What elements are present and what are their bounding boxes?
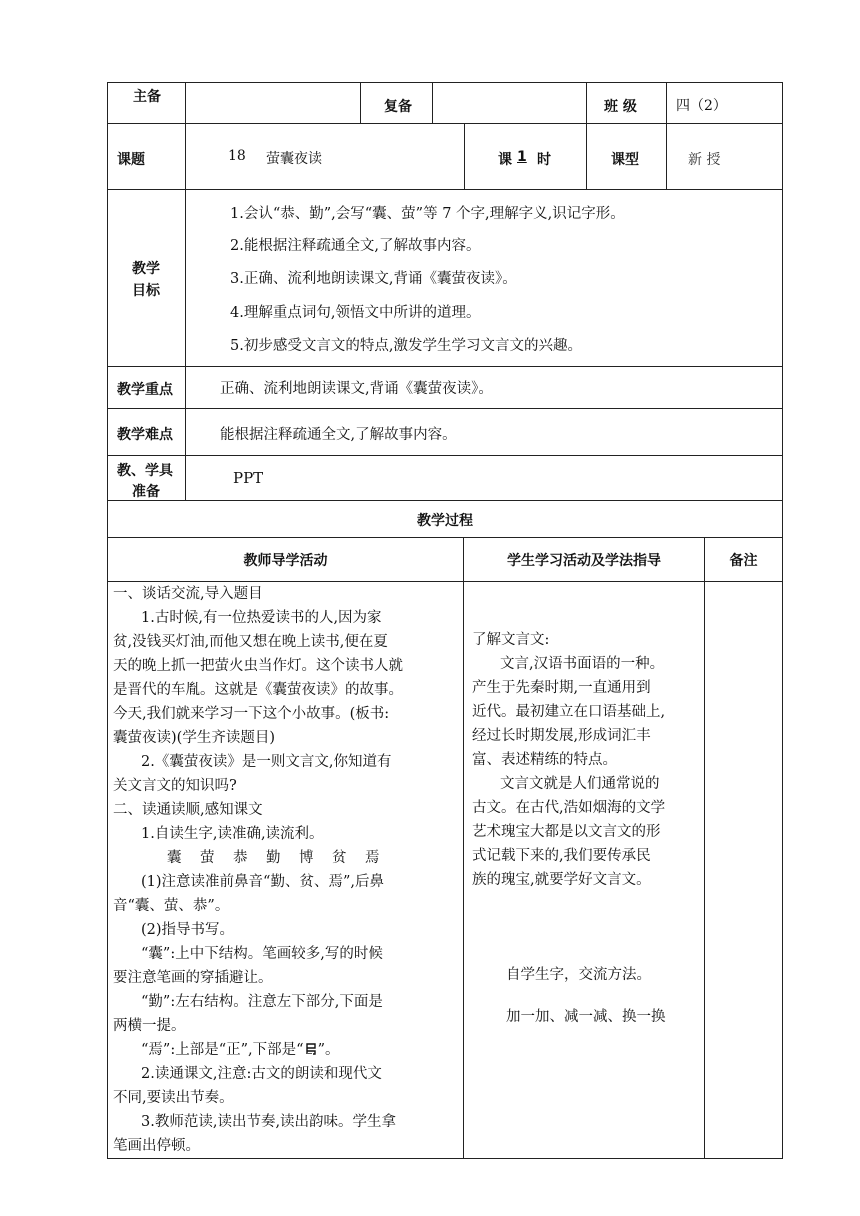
process-heading: 教学过程 <box>417 513 473 529</box>
student-line: 近代。最初建立在口语基础上, <box>472 704 666 720</box>
keshi-prefix: 课 <box>498 152 512 168</box>
teacher-line: 2.读通课文,注意:古文的朗读和现代文 <box>141 1066 382 1082</box>
student-line: 族的瑰宝,就要学好文言文。 <box>472 872 651 888</box>
tools-value: PPT <box>233 469 264 487</box>
student-line: 了解文言文: <box>472 632 550 648</box>
notes-cell <box>704 581 783 1159</box>
teacher-line: 1.自读生字,读准确,读流利。 <box>141 826 324 842</box>
zhubei-label: 主备 <box>133 89 161 105</box>
kexing-value: 新 授 <box>688 152 721 168</box>
student-line: 富、表述精练的特点。 <box>472 752 617 768</box>
student-line: 式记载下来的,我们要传承民 <box>472 848 651 864</box>
cell-keti-value <box>185 123 465 190</box>
teacher-line: 是晋代的车胤。这就是《囊萤夜读》的故事。 <box>113 682 403 698</box>
cell-objectives-label <box>107 189 186 367</box>
teacher-line: 笔画出停顿。 <box>113 1138 200 1154</box>
teacher-line: 不同,要读出节奏。 <box>113 1090 234 1106</box>
difficulty-label: 教学难点 <box>117 427 173 443</box>
new-characters: 囊 萤 恭 勤 博 贫 焉 <box>167 850 382 866</box>
col-notes-header: 备注 <box>729 553 758 569</box>
student-activity-text <box>472 628 702 892</box>
teacher-line: 关文言文的知识吗? <box>113 778 237 794</box>
cell-zhubei-value <box>185 82 361 124</box>
objective-item: 2.能根据注释疏通全文,了解故事内容。 <box>230 238 481 254</box>
teacher-line: 3.教师范读,读出节奏,读出韵味。学生拿 <box>141 1114 397 1130</box>
tools-label-2: 准备 <box>132 484 160 500</box>
student-line: 产生于先秦时期,一直通用到 <box>472 680 651 696</box>
keshi-suffix: 时 <box>537 152 551 168</box>
objective-item: 4.理解重点词句,领悟文中所讲的道理。 <box>230 305 481 321</box>
banji-label: 班 级 <box>604 99 637 115</box>
student-line: 经过长时期发展,形成词汇丰 <box>472 728 651 744</box>
teacher-line: 1.古时候,有一位热爱读书的人,因为家 <box>141 610 382 626</box>
teacher-line: 贫,没钱买灯油,而他又想在晚上读书,便在夏 <box>113 634 388 650</box>
cell-tools-value <box>185 455 783 501</box>
teacher-line: 音“囊、萤、恭”。 <box>113 898 230 914</box>
student-method-1: 自学生字，交流方法。 <box>506 967 651 983</box>
teacher-line: (2)指导书写。 <box>141 922 235 938</box>
lesson-title: 萤囊夜读 <box>266 151 322 167</box>
section-heading: 二、读通读顺,感知课文 <box>113 802 263 818</box>
teacher-line: “勤”:左右结构。注意左下部分,下面是 <box>141 994 383 1010</box>
teacher-line: ”。 <box>317 1042 340 1058</box>
section-heading: 一、谈话交流,导入题目 <box>113 586 263 602</box>
banji-value: 四（2） <box>676 98 727 114</box>
student-line: 文言文就是人们通常说的 <box>500 776 660 792</box>
teacher-line: 要注意笔画的穿插避让。 <box>113 970 273 986</box>
tools-label-1: 教、学具 <box>117 463 173 479</box>
student-line: 文言,汉语书面语的一种。 <box>500 656 665 672</box>
teacher-line: 天的晚上抓一把萤火虫当作灯。这个读书人就 <box>113 658 403 674</box>
yan-component-glyph <box>304 1040 318 1054</box>
student-line: 艺术瑰宝大都是以文言文的形 <box>472 824 661 840</box>
key-point-label: 教学重点 <box>117 382 173 398</box>
objective-item: 5.初步感受文言文的特点,激发学生学习文言文的兴趣。 <box>230 338 582 354</box>
col-teacher-header: 教师导学活动 <box>243 553 328 569</box>
fubei-label: 复备 <box>384 99 412 115</box>
cell-fubei-value <box>432 82 587 124</box>
teacher-line: “囊”:上中下结构。笔画较多,写的时候 <box>141 946 383 962</box>
kexing-label: 课型 <box>611 152 639 168</box>
lesson-number: 18 <box>228 148 246 164</box>
teacher-activity-text <box>113 582 463 1158</box>
teacher-line: 2.《囊萤夜读》是一则文言文,你知道有 <box>141 754 392 770</box>
cell-kexing-value <box>666 123 783 190</box>
objective-item: 1.会认“恭、勤”,会写“囊、萤”等 7 个字,理解字义,识记字形。 <box>230 206 625 222</box>
keti-label: 课题 <box>117 152 145 168</box>
objectives-label-2: 目标 <box>132 283 160 299</box>
objectives-label-1: 教学 <box>132 261 160 277</box>
teacher-line: (1)注意读准前鼻音“勤、贫、焉”,后鼻 <box>141 874 384 890</box>
col-student-header: 学生学习活动及学法指导 <box>507 553 661 569</box>
student-line: 古文。在古代,浩如烟海的文学 <box>472 800 666 816</box>
keshi-value: 1 <box>517 149 527 165</box>
teacher-line: 囊萤夜读)(学生齐读题目) <box>113 730 275 746</box>
teacher-line: 今天,我们就来学习一下这个小故事。(板书: <box>113 706 390 722</box>
teacher-line: 两横一提。 <box>113 1018 186 1034</box>
difficulty-value: 能根据注释疏通全文,了解故事内容。 <box>220 427 457 443</box>
teacher-line-yan <box>113 1038 463 1062</box>
key-point-value: 正确、流利地朗读课文,背诵《囊萤夜读》。 <box>220 381 493 397</box>
student-method-2: 加一加、减一减、换一换 <box>506 1009 666 1025</box>
teacher-line: “焉”:上部是“正”,下部是“ <box>141 1042 304 1058</box>
objective-item: 3.正确、流利地朗读课文,背诵《囊萤夜读》。 <box>230 271 517 287</box>
